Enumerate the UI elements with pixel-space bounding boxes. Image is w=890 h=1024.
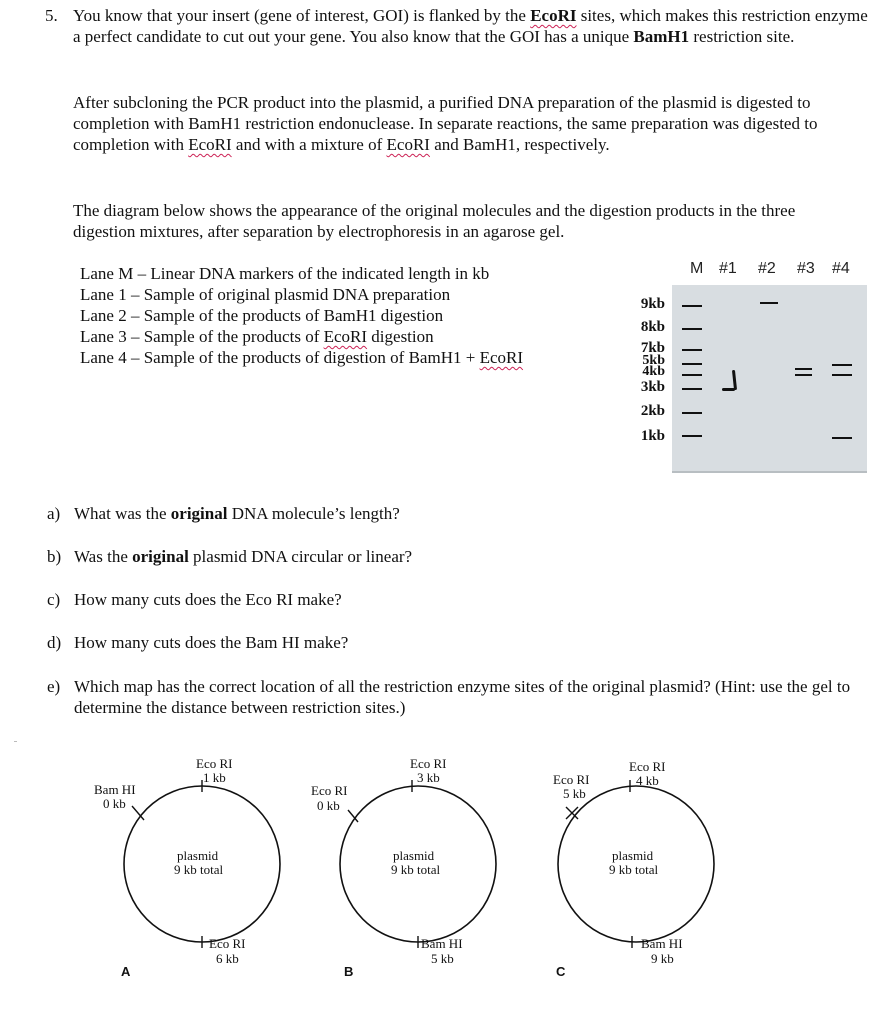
map-a-site-1-position: 1 kb (203, 770, 226, 785)
subquestion-b-bold: original (132, 547, 189, 566)
gel-figure (622, 258, 867, 473)
lane1-band-tail (722, 388, 735, 391)
subquestion-a-pre: What was the (74, 504, 171, 523)
legend-lane-3-pre: Lane 3 – Sample of the products of (80, 327, 324, 346)
para2-ecori-2: EcoRI (386, 135, 430, 154)
map-a-site-2-enzyme: Eco RI (209, 936, 246, 951)
map-b-site-2-enzyme: Bam HI (421, 936, 463, 951)
legend-lane-4-pre: Lane 4 – Sample of the products of digestion of BamH1 + (80, 348, 480, 367)
marker-label-3kb: 3kb (640, 379, 665, 395)
intro-text-pre: You know that your insert (gene of interest, GOI) is flanked by the (73, 6, 531, 25)
marker-band-7kb (682, 349, 702, 351)
lane-legend (80, 263, 523, 368)
legend-lane-3-post: digestion (367, 327, 434, 346)
gel-lane-label-m: M (690, 260, 704, 277)
gel-lane-label-3: #3 (797, 260, 815, 277)
map-c-center-line2: 9 kb total (609, 862, 659, 877)
map-c-site-1-position: 4 kb (636, 773, 659, 788)
lane3-band-a (795, 368, 812, 370)
map-b-site-1-enzyme: Eco RI (410, 756, 447, 771)
map-c-center-line1: plasmid (612, 848, 654, 863)
map-b-site-0-position: 0 kb (317, 798, 340, 813)
question-paragraph-3: The diagram below shows the appearance of the original molecules and the digestion products in the three digestion mixtures, after separation by electrophoresis in an agarose gel. (73, 201, 796, 241)
lane4-band-b (832, 374, 852, 376)
marker-band-4kb (682, 374, 702, 376)
subquestion-a-label: a) (47, 504, 61, 523)
marker-label-4kb: 4kb (642, 364, 665, 379)
question-paragraph-2 (73, 92, 873, 155)
marker-label-2kb: 2kb (640, 403, 665, 419)
map-b-site-1-position: 3 kb (417, 770, 440, 785)
marker-band-1kb (682, 435, 702, 437)
legend-lane-m: Lane M – Linear DNA markers of the indicated length in kb (80, 264, 490, 283)
legend-lane-1: Lane 1 – Sample of original plasmid DNA preparation (80, 285, 451, 304)
map-a-site-0-position: 0 kb (103, 796, 126, 811)
map-a-site-0-enzyme: Bam HI (94, 782, 136, 797)
map-b-center-line2: 9 kb total (391, 862, 441, 877)
intro-text-post: restriction site. (689, 27, 795, 46)
map-b-center-line1: plasmid (393, 848, 435, 863)
para2-text-mid: and with a mixture of (231, 135, 387, 154)
marker-band-9kb (682, 305, 702, 307)
legend-lane-3 (80, 326, 523, 347)
map-c-letter: C (556, 964, 566, 979)
marker-band-8kb (682, 328, 702, 330)
subquestion-b-text (74, 546, 864, 567)
legend-lane-4 (80, 347, 523, 368)
subquestion-b-post: plasmid DNA circular or linear? (188, 547, 413, 566)
map-c-site-0-position: 5 kb (563, 786, 586, 801)
intro-text-mid: sites, which makes this restriction enzyme a perfect candidate to cut out your gene. You also know that the GOI has a unique (73, 6, 868, 46)
map-c-site-1-enzyme: Eco RI (629, 759, 666, 774)
subquestion-c-label: c) (47, 590, 61, 609)
lane3-band-b (795, 374, 812, 376)
agarose-gel (672, 285, 867, 473)
gel-lane-label-1: #1 (719, 260, 737, 277)
gel-lane-label-2: #2 (758, 260, 776, 277)
subquestion-e-label: e) (47, 677, 61, 696)
marker-band-5kb (682, 363, 702, 365)
subquestion-b-pre: Was the (74, 547, 133, 566)
marker-label-9kb: 9kb (640, 296, 665, 312)
map-a-site-2-position: 6 kb (216, 951, 239, 966)
intro-ecori: EcoRI (530, 6, 577, 25)
lane2-band (760, 302, 778, 304)
marker-label-7kb: 7kb (640, 340, 665, 356)
legend-lane-4-ecori: EcoRI (479, 348, 524, 367)
para2-ecori-1: EcoRI (188, 135, 232, 154)
marker-band-3kb (682, 388, 702, 390)
gel-lane-label-4: #4 (832, 260, 850, 277)
subquestion-a-post: DNA molecule’s length? (227, 504, 400, 523)
subquestion-d-label: d) (47, 633, 62, 652)
subquestion-d-text: How many cuts does the Bam HI make? (74, 633, 349, 652)
marker-label-1kb: 1kb (640, 428, 665, 444)
map-a-center-line1: plasmid (177, 848, 219, 863)
subquestion-c-text: How many cuts does the Eco RI make? (74, 590, 342, 609)
question-intro (73, 5, 873, 47)
subquestion-e-text: Which map has the correct location of all the restriction enzyme sites of the original plasmid? (Hint: use the gel to determine the distance between restriction sites.) (74, 677, 851, 717)
legend-lane-2: Lane 2 – Sample of the products of BamH1 digestion (80, 306, 444, 325)
para2-text-post: and BamH1, respectively. (429, 135, 610, 154)
subquestion-a-bold: original (170, 504, 228, 523)
intro-bamh1: BamH1 (633, 27, 690, 46)
marker-band-2kb (682, 412, 702, 414)
legend-lane-3-ecori: EcoRI (323, 327, 368, 346)
map-b-site-2-position: 5 kb (431, 951, 454, 966)
lane4-band-a (832, 364, 852, 366)
map-c-site-0-enzyme: Eco RI (553, 772, 590, 787)
map-b-site-0-enzyme: Eco RI (311, 783, 348, 798)
marker-label-5kb: 5kb (642, 353, 665, 368)
map-a-center-line2: 9 kb total (174, 862, 224, 877)
lane4-band-c (832, 437, 852, 439)
para2-text-pre: After subcloning the PCR product into the plasmid, a purified DNA preparation of the plasmid is digested to completion with BamH1 restriction endonuclease. In separate reactions, the same preparation was digested to completion with (73, 93, 818, 154)
marker-label-8kb: 8kb (640, 319, 665, 335)
question-number: 5. (45, 6, 58, 25)
subquestion-b-label: b) (47, 547, 62, 566)
map-b-letter: B (344, 964, 354, 979)
map-c-site-2-position: 9 kb (651, 951, 674, 966)
map-c-site-2-enzyme: Bam HI (641, 936, 683, 951)
subquestion-a-text (74, 503, 864, 524)
map-a-site-1-enzyme: Eco RI (196, 756, 233, 771)
map-a-letter: A (121, 964, 131, 979)
